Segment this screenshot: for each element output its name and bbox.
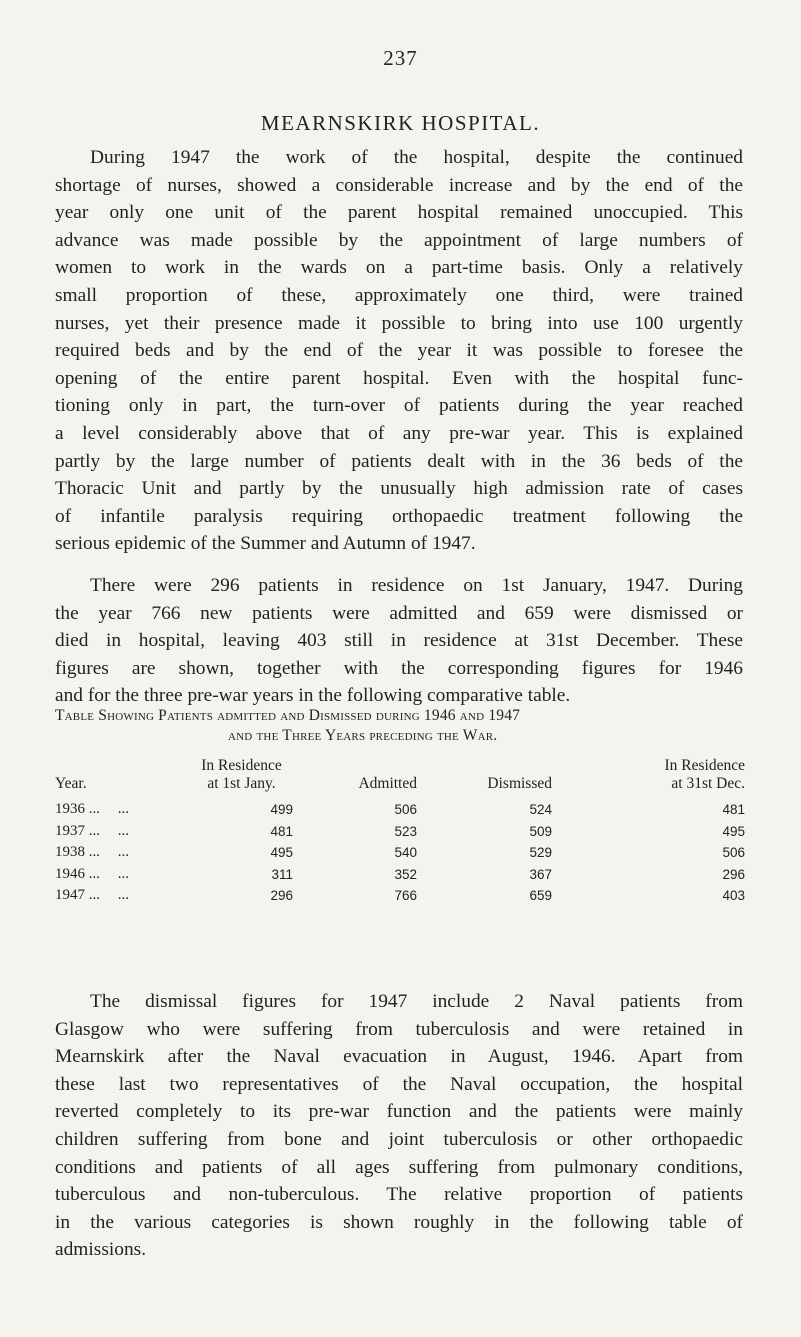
row-res-end: 481 xyxy=(722,802,745,818)
text-line: There were 296 patients in residence on 1st January, 1947. During xyxy=(90,575,743,596)
row-res-start: 296 xyxy=(270,888,293,904)
text-line: opening of the entire parent hospital. Even with the hospital func- xyxy=(55,367,743,389)
text-line: children suffering from bone and joint tuberculosis or other orthopaedic xyxy=(55,1128,743,1150)
table-header-row xyxy=(55,757,745,799)
row-year: 1947 ... ... xyxy=(55,887,129,904)
text-line: During 1947 the work of the hospital, despite the continued xyxy=(90,147,743,168)
header-res-start-top: In Residence xyxy=(201,757,282,774)
text-line: serious epidemic of the Summer and Autumn of 1947. xyxy=(55,533,476,555)
text-line: Glasgow who were suffering from tuberculosis and were retained in xyxy=(55,1018,743,1040)
text-line: a level considerably above that of any pre-war year. This is explained xyxy=(55,422,743,444)
row-res-start: 311 xyxy=(271,866,293,882)
text-line: nurses, yet their presence made it possible to bring into use 100 urgently xyxy=(55,312,743,334)
row-dismissed: 529 xyxy=(529,845,552,861)
header-in-residence-start xyxy=(190,757,293,799)
text-line: admissions. xyxy=(55,1239,147,1261)
text-line: of infantile paralysis requiring orthopaedic treatment following the xyxy=(55,505,743,527)
text-line: The dismissal figures for 1947 include 2 Naval patients from xyxy=(90,991,743,1012)
header-year: Year. xyxy=(55,775,87,792)
header-res-end-top: In Residence xyxy=(664,757,745,774)
table-row xyxy=(55,799,745,821)
text-line: tioning only in part, the turn-over of patients during the year reached xyxy=(55,395,743,417)
row-admitted: 540 xyxy=(394,845,417,861)
row-year: 1936 ... ... xyxy=(55,801,129,818)
header-dismissed: Dismissed xyxy=(487,775,552,792)
table-row xyxy=(55,842,745,864)
text-line: partly by the large number of patients dealt with in the 36 beds of the xyxy=(55,450,743,472)
text-line: and for the three pre-war years in the following comparative table. xyxy=(55,685,571,707)
table-caption xyxy=(55,706,745,746)
text-line: figures are shown, together with the corresponding figures for 1946 xyxy=(55,657,743,679)
row-dismissed: 524 xyxy=(529,802,552,818)
table-row xyxy=(55,821,745,843)
row-year: 1946 ... ... xyxy=(55,865,129,882)
paragraph-3 xyxy=(55,988,743,1264)
header-res-end-bottom: at 31st Dec. xyxy=(671,775,745,792)
text-line: shortage of nurses, showed a considerable increase and by the end of the xyxy=(55,174,743,196)
text-line: died in hospital, leaving 403 still in residence at 31st December. These xyxy=(55,630,743,652)
text-line: reverted completely to its pre-war function and the patients were mainly xyxy=(55,1101,743,1123)
table-row xyxy=(55,885,745,907)
row-year: 1938 ... ... xyxy=(55,844,129,861)
row-res-end: 495 xyxy=(722,823,745,839)
row-admitted: 523 xyxy=(394,823,417,839)
paragraph-1 xyxy=(55,144,743,558)
row-dismissed: 367 xyxy=(529,866,552,882)
text-line: small proportion of these, approximately one third, were trained xyxy=(55,284,743,306)
paragraph-2 xyxy=(55,572,743,710)
row-res-end: 296 xyxy=(722,866,745,882)
patients-table xyxy=(55,757,745,907)
row-year: 1937 ... ... xyxy=(55,822,129,839)
text-line: tuberculous and non-tuberculous. The relative proportion of patients xyxy=(55,1184,743,1206)
row-admitted: 352 xyxy=(394,866,417,882)
table-caption-line-2: and the Three Years preceding the War. xyxy=(228,727,498,744)
page-number: 237 xyxy=(383,46,418,70)
text-line: required beds and by the end of the year it was possible to foresee the xyxy=(55,340,743,362)
row-res-end: 403 xyxy=(722,888,745,904)
text-line: women to work in the wards on a part-time basis. Only a relatively xyxy=(55,257,743,279)
text-line: in the various categories is shown roughly in the following table of xyxy=(55,1211,743,1233)
row-dismissed: 659 xyxy=(529,888,552,904)
table-row xyxy=(55,864,745,886)
row-res-start: 481 xyxy=(270,823,293,839)
row-admitted: 506 xyxy=(394,802,417,818)
row-res-end: 506 xyxy=(722,845,745,861)
text-line: the year 766 new patients were admitted and 659 were dismissed or xyxy=(55,602,743,624)
row-res-start: 499 xyxy=(270,802,293,818)
header-in-residence-end xyxy=(552,757,745,799)
text-line: Mearnskirk after the Naval evacuation in August, 1946. Apart from xyxy=(55,1046,743,1068)
header-res-start-bottom: at 1st Jany. xyxy=(207,775,276,792)
text-line: conditions and patients of all ages suffering from pulmonary conditions, xyxy=(55,1156,743,1178)
table-caption-line-1: Table Showing Patients admitted and Dismissed during 1946 and 1947 xyxy=(55,707,521,724)
text-line: advance was made possible by the appointment of large numbers of xyxy=(55,229,743,251)
text-line: year only one unit of the parent hospital remained unoccupied. This xyxy=(55,202,743,224)
text-line: these last two representatives of the Naval occupation, the hospital xyxy=(55,1073,743,1095)
row-admitted: 766 xyxy=(394,888,417,904)
text-line: Thoracic Unit and partly by the unusually high admission rate of cases xyxy=(55,478,743,500)
row-dismissed: 509 xyxy=(529,823,552,839)
page-title: MEARNSKIRK HOSPITAL. xyxy=(260,111,541,135)
row-res-start: 495 xyxy=(270,845,293,861)
header-admitted: Admitted xyxy=(358,775,417,792)
